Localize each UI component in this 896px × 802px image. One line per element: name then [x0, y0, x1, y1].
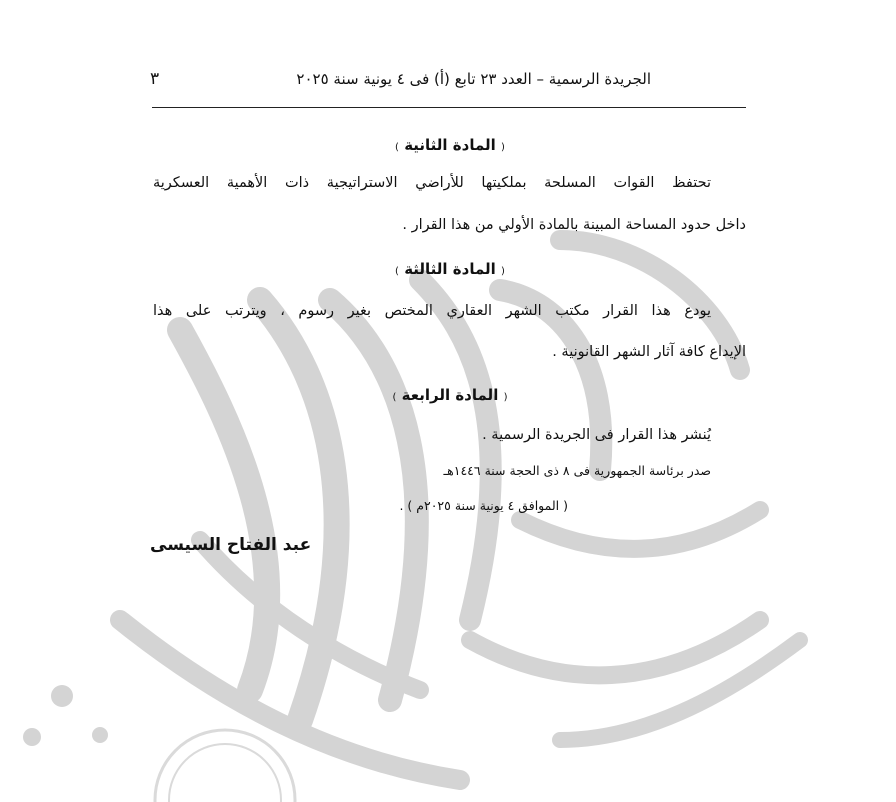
header-title: الجريدة الرسمية – العدد ٢٣ تابع (أ) فى ٤ يونية سنة ٢٠٢٥: [296, 70, 651, 88]
article-body-line: يودع هذا القرار مكتب الشهر العقاري المختص بغير رسوم ، ويترتب على هذا: [153, 303, 711, 319]
article-heading-text: المادة الثالثة: [404, 260, 496, 278]
paren-open: (: [503, 392, 508, 403]
article-body-line: الإيداع كافة آثار الشهر القانونية .: [552, 344, 746, 360]
article-heading: [300, 386, 600, 404]
article-body-line: داخل حدود المساحة المبينة بالمادة الأولي من هذا القرار .: [402, 217, 746, 233]
paren-close: ): [392, 392, 397, 403]
article-heading-text: المادة الرابعة: [401, 386, 499, 404]
article-heading: [300, 136, 600, 154]
article-heading-text: المادة الثانية: [404, 136, 496, 154]
article-body-line: يُنشر هذا القرار فى الجريدة الرسمية .: [482, 427, 711, 443]
issuance-line: صدر برئاسة الجمهورية فى ٨ ذى الحجة سنة ١٤٤٦هـ: [443, 463, 711, 478]
corresponding-date-line: ( الموافق ٤ يونية سنة ٢٠٢٥م ) .: [399, 498, 568, 513]
article-heading: [300, 260, 600, 278]
paren-close: ): [395, 266, 399, 277]
paren-open: (: [501, 266, 505, 277]
signature-name: عبد الفتاح السيسى: [150, 535, 312, 555]
page-number: ٣: [150, 69, 160, 89]
paren-open: (: [501, 142, 505, 153]
paren-close: ): [395, 142, 399, 153]
header-divider: [152, 107, 746, 108]
article-body-line: تحتفظ القوات المسلحة بملكيتها للأراضي الاستراتيجية ذات الأهمية العسكرية: [153, 175, 711, 191]
